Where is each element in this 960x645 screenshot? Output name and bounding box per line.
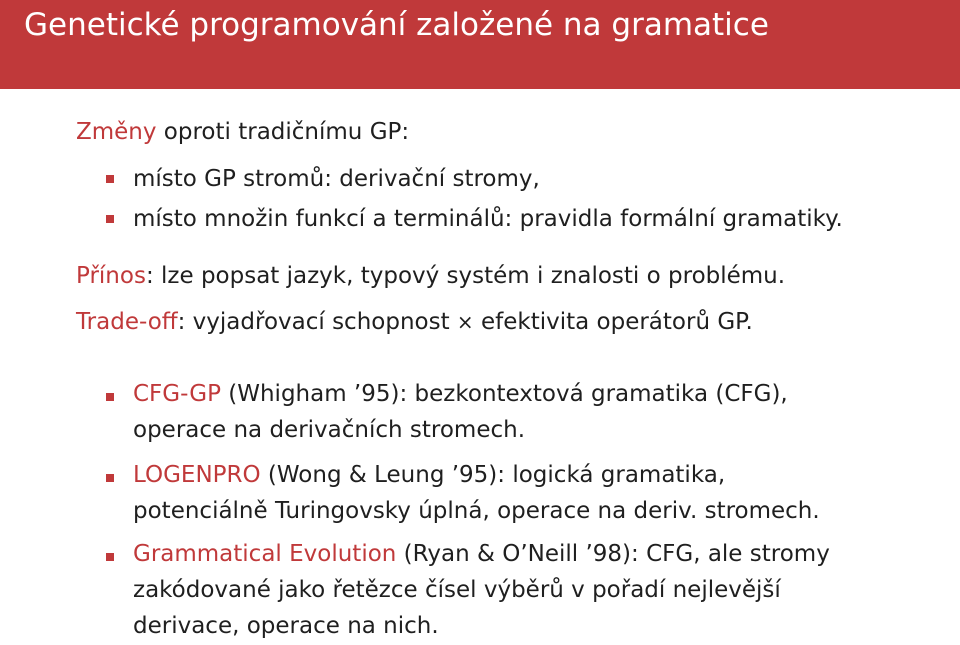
system-ge-line2: zakódované jako řetězce čísel výběrů v pořadí nejlevější	[133, 577, 781, 603]
tradeoff-line	[76, 303, 753, 341]
system-ge-desc: (Ryan & O’Neill ’98): CFG, ale stromy	[396, 541, 830, 567]
times-icon: ×	[456, 310, 474, 334]
benefit-rest: : lze popsat jazyk, typový systém i znalosti o problému.	[145, 263, 786, 289]
tradeoff-rest-after: efektivita operátorů GP.	[473, 309, 753, 335]
square-bullet-icon	[106, 175, 114, 183]
benefit-line	[76, 257, 785, 295]
square-bullet-icon	[106, 553, 114, 561]
square-bullet-icon	[106, 474, 114, 482]
system-logenpro-desc: (Wong & Leung ’95): logická gramatika,	[260, 462, 726, 488]
system-logenpro-name: LOGENPRO	[133, 462, 261, 488]
slide-title: Genetické programování založené na gramatice	[24, 7, 769, 43]
system-ge-line1	[133, 535, 830, 573]
square-bullet-icon	[106, 215, 114, 223]
system-cfg-gp-line1	[133, 375, 788, 413]
benefit-keyword: Přínos	[76, 263, 146, 289]
system-cfg-gp-name: CFG-GP	[133, 381, 221, 407]
system-cfg-gp-line2: operace na derivačních stromech.	[133, 417, 526, 443]
system-logenpro-line2: potenciálně Turingovsky úplná, operace na deriv. stromech.	[133, 498, 820, 524]
square-bullet-icon	[106, 393, 114, 401]
system-logenpro-line1	[133, 456, 725, 494]
tradeoff-keyword: Trade-off	[76, 309, 178, 335]
system-cfg-gp-desc: (Whigham ’95): bezkontextová gramatika (CFG),	[220, 381, 788, 407]
changes-heading	[76, 113, 409, 151]
system-ge-line3: derivace, operace na nich.	[133, 613, 439, 639]
system-ge-name: Grammatical Evolution	[133, 541, 397, 567]
tradeoff-rest-before: : vyjadřovací schopnost	[177, 309, 457, 335]
changes-rest: oproti tradičnímu GP:	[156, 119, 410, 145]
changes-keyword: Změny	[76, 119, 157, 145]
changes-item-1: místo GP stromů: derivační stromy,	[133, 166, 540, 192]
changes-item-2: místo množin funkcí a terminálů: pravidla formální gramatiky.	[133, 206, 843, 232]
